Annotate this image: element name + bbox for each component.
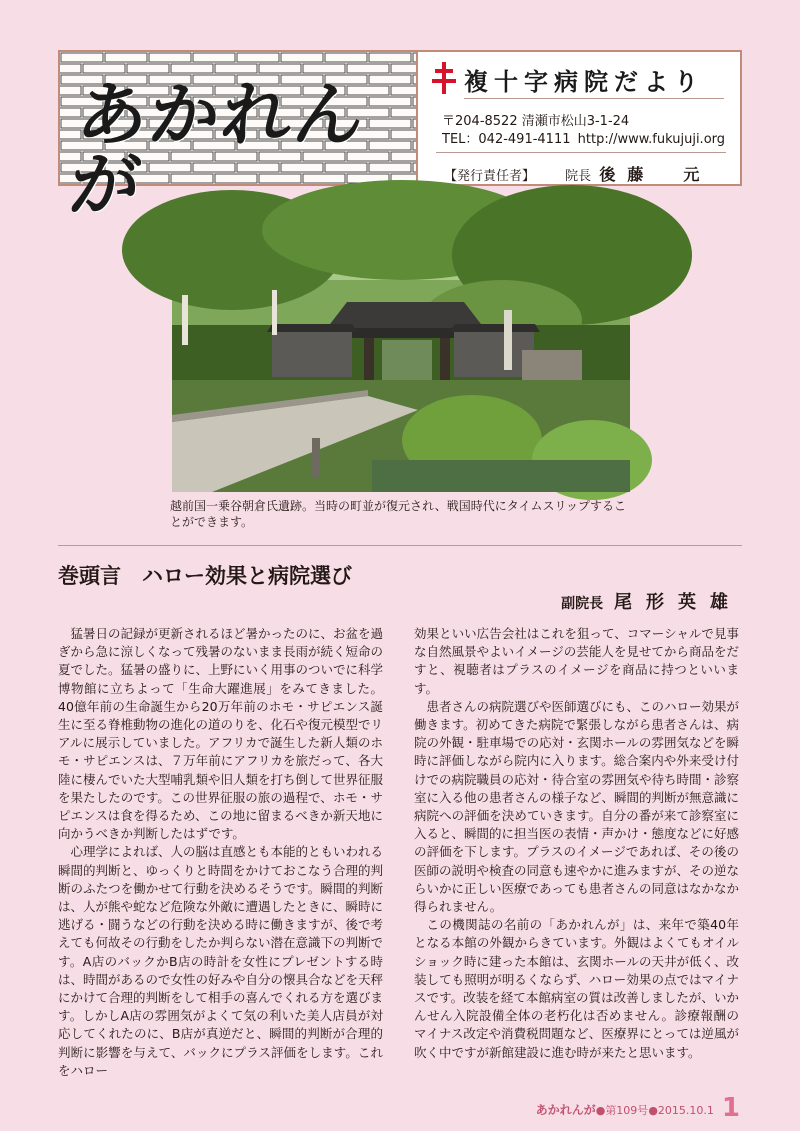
- page-number: 1: [721, 1093, 740, 1123]
- article-title: 巻頭言 ハロー効果と病院選び: [58, 564, 352, 588]
- article-column-left: [58, 625, 383, 1080]
- article-paragraph: 猛暑日の記録が更新されるほど暑かったのに、お盆を過ぎから急に涼しくなって残暑のないまま長雨が続く短命の夏でした。猛暑の盛りに、上野にいく用事のついでに科学博物館に立ちよって「生命大躍進展」をみてきました。40億年前の生命誕生から20万年前のホモ・サピエンス誕生に至る脊椎動物の進化の道のりを、化石や復元模型でリアルに展示していました。アフリカで誕生した新人類のホモ・サピエンスは、７万年前にアフリカを旅だって、各大陸に棲んでいた大型哺乳類や旧人類を打ち倒して世界征服を果たしたのです。この世界征服の旅の過程で、ホモ・サピエンスは食を得るため、この地に留まるべきか新天地に向かうべきか判断したはずです。: [58, 626, 384, 842]
- article-column-right: [414, 625, 739, 1062]
- publisher-label: 【発行責任者】: [444, 169, 536, 184]
- article-paragraph: 患者さんの病院選びや医師選びにも、このハロー効果が働きます。初めてきた病院で緊張しながら患者さんは、病院の外観・駐車場での応対・玄関ホールの雰囲気などを瞬時に評価しながら院内に入ります。総合案内や外来受け付けでの病院職員の応対・待合室の雰囲気や待ち時間・診察室に入る他の患者さんの様子など、瞬間的判断が無意識に病院への評価を決めていきます。自分の番が来て診察室に入ると、瞬間的に担当医の表情・声かけ・態度などに好感の評価を下します。プラスのイメージであれば、その後の医師の説明や検査の同意も速やかに進みますが、その逆ならいかに正しい医療であっても患者さんの同意はなかなか得られません。: [414, 698, 740, 915]
- footer-bullet: ●: [595, 1104, 606, 1117]
- publisher-line: [444, 162, 711, 185]
- article-author: [561, 588, 742, 614]
- section-divider: [58, 545, 742, 546]
- article-paragraph: この機関誌の名前の「あかれんが」は、来年で築40年となる本館の外観からきています。外観はよくてもオイルショック時に建った本館は、玄関ホールの天井が低く、改装しても照明が明るくならず、ハロー効果の点ではマイナスです。改装を経て本館病室の質は改善しましたが、いかんせん入院設備全体の老朽化は否めません。診療報酬のマイナス改定や消費税問題など、医療界にとっては逆風が吹く中ですが新館建設に進む時が来たと思います。: [414, 917, 739, 1060]
- page-footer: [536, 1095, 740, 1121]
- temple-gate-photo: [172, 210, 630, 492]
- masthead: [58, 50, 742, 226]
- publisher-name: 後藤 元: [599, 165, 712, 184]
- article-paragraph-continued: 効果といい広告会社はこれを狙って、コマーシャルで見事な自然風景やよいイメージの芸能人を見せてから商品をだすと、視聴者はプラスのイメージを商品に持つといいます。: [414, 626, 739, 696]
- double-cross-icon: [430, 60, 458, 94]
- photo-caption: 越前国一乗谷朝倉氏遺跡。当時の町並が復元され、戦国時代にタイムスリップすることができます。: [170, 499, 627, 529]
- hospital-newsletter-title: 複十字病院だより: [464, 68, 704, 96]
- author-name: 尾形英雄: [614, 592, 742, 613]
- footer-date: 2015.10.1: [657, 1104, 714, 1117]
- hospital-address: 〒204-8522 清瀬市松山3-1-24: [442, 114, 630, 129]
- publisher-role: 院長: [565, 169, 592, 184]
- footer-magazine: あかれんが: [535, 1103, 596, 1117]
- footer-issue: 第109号: [605, 1104, 649, 1117]
- masthead-divider: [464, 98, 724, 99]
- logo-brick-panel: [60, 52, 418, 226]
- author-role: 副院長: [561, 596, 604, 612]
- article-paragraph: 心理学によれば、人の脳は直感とも本能的ともいわれる瞬間的判断と、ゆっくりと時間をかけておこなう合理的判断のふたつを働かせて行動を決めるそうです。瞬間的判断は、人が熊や蛇など危険な外敵に遭遇したときに、瞬時に逃げる・闘うなどの行動を決める時に働きますが、後で考えても何故その行動をしたか判らない潜在意識下の判断です。A店のバックかB店の時計を女性にプレゼントする時は、時間があるので女性の好みや自分の懐具合などを天秤にかけて合理的判断をして相手の喜んでくれる方を選びます。しかしA店の雰囲気がよくて気の利いた美人店員が対応してくれたのに、B店が真逆だと、瞬間的判断が合理的判断に影響を与えて、バックにプラス評価をします。これをハロー: [58, 844, 384, 1078]
- masthead-divider-lower: [436, 152, 726, 153]
- hospital-contact: [442, 128, 725, 147]
- hospital-url[interactable]: http://www.fukujuji.org: [577, 132, 726, 147]
- logo-title: あかれんが: [66, 73, 371, 226]
- feature-photo: [172, 210, 630, 492]
- hospital-tel: TEL：042-491-4111: [442, 132, 571, 147]
- footer-bullet: ●: [648, 1104, 658, 1117]
- footer-info: [536, 1101, 714, 1121]
